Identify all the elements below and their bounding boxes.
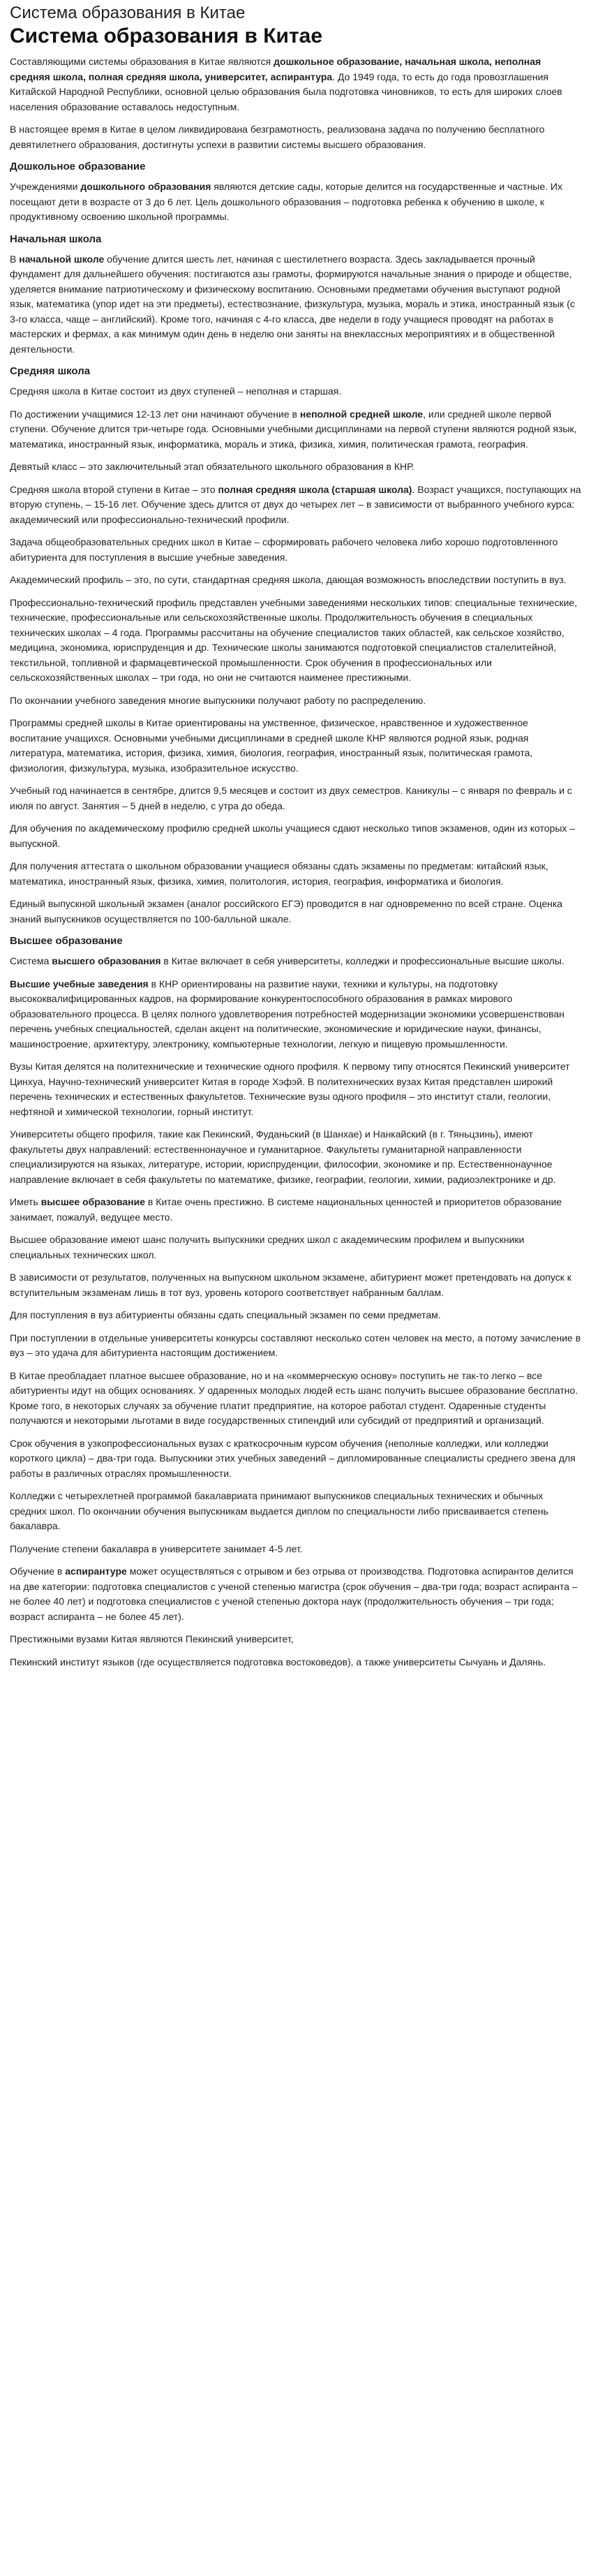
paragraph [10,1308,581,1323]
paragraph [10,977,581,1052]
text-run: Академический профиль – это, по сути, стандартная средняя школа, дающая возможность впоследствии поступить в вуз. [10,574,567,585]
text-run: Престижными вузами Китая являются Пекинский университет, [10,1633,294,1644]
paragraph [10,1331,581,1361]
bold-text: аспирантуре [65,1566,127,1577]
text-run: Составляющими системы образования в Китае являются [10,56,274,67]
text-run: Профессионально-технический профиль представлен учебными заведениями нескольких типов: специальные технические, технические, профессиональные или сельскохозяйственные школы. Продолжительность обучения в специальных технических школах – 4 года. Программы рассчитаны на обучение специалистов таких областей, как сельское хозяйство, медицина, экономика, юриспруденция и др. Технические школы занимаются подготовкой специалистов сталелитейной, текстильной, топливной и фармацевтической промышленности. Срок обучения в профессиональных или сельскохозяйственных школах – три года, но они не считаются наименее престижными. [10,596,578,683]
text-run: Девятый класс – это заключительный этап обязательного школьного образования в КНР. [10,461,414,472]
paragraph [10,122,581,152]
text-run: В настоящее время в Китае в целом ликвидирована безграмотность, реализована задача по получению бесплатного девятилетнего образования, достигнуты успехи в развитии системы высшего образования. [10,124,545,150]
text-run: Вузы Китая делятся на политехнические и технические одного профиля. К первому типу относятся Пекинский университет Цинхуа, Научно-технический университет Китая в городе Хэфэй. В политехнических вузах Китая представлен широкий перечень технических и естественных факультетов. Технические вузы одного профиля – это институт стали, геологии, нефтяной и химической технологии, горный институт. [10,1061,570,1117]
paragraph [10,1270,581,1300]
text-run: Средняя школа [10,365,91,377]
text-run: . Возраст учащихся, поступающих на вторую ступень, – 15-16 лет. Обучение здесь длится от двух до четырех лет – в зависимости от выбранного учебного курса: академический или профессионально-технический профили. [10,483,581,525]
text-run: Начальная школа [10,233,102,245]
text-run: Высшее образование [10,935,123,947]
text-run: При поступлении в отдельные университеты конкурсы составляют несколько сотен человек на место, а потому зачисление в вуз – это удача для абитуриента настоящим достижением. [10,1332,581,1358]
paragraph [10,483,581,528]
paragraph [10,1232,581,1263]
text-run: Единый выпускной школьный экзамен (аналог российского ЕГЭ) проводится в наг одновременно по всей стране. Оценка знаний выпускников осуществляется по 100-балльной шкале. [10,898,563,925]
text-run: Высшее образование имеют шанс получить выпускники средних школ с академическим профилем и выпускники специальных технических школ. [10,1234,525,1260]
bold-text: дошкольного образования [80,181,211,192]
paragraph [10,1542,581,1557]
paragraph [10,459,581,475]
paragraph [10,1632,581,1647]
paragraph [10,1655,581,1670]
text-run: Учреждениями [10,181,81,192]
paragraph [10,1059,581,1119]
article-heading: Система образования в Китае [10,24,323,47]
bold-text: полная средняя школа (старшая школа) [218,483,412,495]
text-run: Дошкольное образование [10,161,146,172]
text-run: Пекинский институт языков (где осуществляется подготовка востоковедов), а также университеты Сычуань и Далянь. [10,1656,546,1668]
text-run: Средняя школа в Китае состоит из двух ступеней – неполная и старшая. [10,385,342,397]
section-heading [10,160,581,174]
paragraph [10,1195,581,1225]
text-run: обучение длится шесть лет, начиная с шестилетнего возраста. Здесь закладывается прочный фундамент для дальнейшего обучения: постигаются азы грамоты, формируются начальные знания о природе и обществе, уделяется внимание патриотическому и физическому воспитанию. Основными предметами обучения выступают родной язык, математика (упор идет на эти предметы), естествознание, физкультура, музыка, мораль и этика, иностранный язык (с 3-го класса, чаще – английский). Кроме того, начиная с 4-го класса, две недели в году учащиеся проводят на работах в мастерских и фермах, а как минимум один день в неделю они заняты на внеклассных мероприятиях и в общественной деятельности. [10,253,575,355]
paragraph [10,596,581,686]
bold-text: высшее образование [40,1196,146,1207]
paragraph [10,859,581,889]
paragraph [10,573,581,588]
text-run: в КНР ориентированы на развитие науки, техники и культуры, на подготовку высококвалифицированных кадров, на формирование конкурентоспособного образования в рамках мирового образовательного процесса. В целях полного удовлетворения потребностей модернизации экономики усовершенствован перечень учебных специальностей, сделан акцент на политические, экономические и юридические науки, финансы, машиностроение, архитектуру, электронику, компьютерные технологии, легкую и пищевую промышленности. [10,978,564,1050]
text-run: В [10,253,20,265]
paragraph [10,407,581,452]
text-run: Для поступления в вуз абитуриенты обязаны сдать специальный экзамен по семи предметам. [10,1309,441,1320]
text-run: В зависимости от результатов, полученных на выпускном школьном экзамене, абитуриент может претендовать на допуск к вступительным экзаменам лишь в тот вуз, уровень которого соответствует набранным баллам. [10,1272,571,1298]
paragraph [10,179,581,225]
paragraph [10,716,581,776]
text-run: Средняя школа второй ступени в Китае – это [10,483,218,495]
text-run: . До 1949 года, то есть до года провозглашения Китайской Народной Республики, основной целью образования была подготовка чиновников, то есть для широких слоев населения образование оставалось недоступным. [10,71,562,112]
bold-text: неполной средней школе [299,408,424,420]
text-run: Для получения аттестата о школьном образовании учащиеся обязаны сдать экзамены по предметам: китайский язык, математика, иностранный язык, физика, химия, политология, история, география, информатика и биология. [10,860,548,887]
text-run: Учебный год начинается в сентябре, длится 9,5 месяцев и состоит из двух семестров. Каникулы – с января по февраль и с июля по август. Занятия – 5 дней в неделю, с утра до обеда. [10,785,572,811]
paragraph [10,1127,581,1187]
paragraph [10,252,581,358]
paragraph [10,897,581,927]
paragraph [10,1489,581,1534]
section-heading [10,365,581,378]
text-run: Получение степени бакалавра в университете занимает 4-5 лет. [10,1543,303,1554]
text-run: В Китае преобладает платное высшее образование, но и на «коммерческую основу» поступить не так-то легко – все абитуриенты идут на общих основаниях. У одаренных молодых людей есть шанс получить высшее образование бесплатно. Кроме того, в некоторых случаях за обучение платит предприятие, на которое работал студент. Одаренные студенты получаются и некоторыми льготами в виде государственных стипендий или субсидий от предприятий и организаций. [10,1369,578,1426]
paragraph [10,384,581,399]
page-title: Система образования в Китае [10,3,246,22]
paragraph [10,54,581,115]
text-run: Для обучения по академическому профилю средней школы учащиеся сдают несколько типов экзаменов, один из которых – выпускной. [10,823,576,849]
bold-text: Высшие учебные заведения [10,978,149,989]
text-run: Университеты общего профиля, такие как Пекинский, Фуданьский (в Шанхае) и Нанкайский (в г. Тяньцзинь), имеют факультеты двух направлений: естественнонаучное и гуманитарное. Факультеты гуманитарной направленности специализируются на языках, литературе, истории, юриспруденции, философии, экономике и пр. Естественнонаучное направление включает в себя факультеты по математике, физике, географии, геологии, химии, радиоэлектронике и др. [10,1128,556,1185]
section-heading [10,934,581,948]
paragraph [10,693,581,709]
bold-text: дошкольное образование, начальная школа, неполная средняя школа, полная средняя школа, университет, аспирантура [10,56,541,82]
paragraph [10,954,581,969]
text-run: Программы средней школы в Китае ориентированы на умственное, физическое, нравственное и художественное воспитание учащихся. Основными учебными дисциплинами в средней школе КНР являются родной язык, родная литература, математика, история, физика, химия, биология, география, иностранный язык, политическая грамота, физиология, физкультура, музыка, изобразительное искусство. [10,717,533,774]
section-heading [10,233,581,246]
paragraph [10,1436,581,1482]
paragraph [10,1369,581,1429]
text-run: являются детские сады, которые делится на государственные и частные. Их посещают дети в возрасте от 3 до 6 лет. Цель дошкольного образования – подготовка ребенка к обучению в школе, к продуктивному освоению школьной программы. [10,181,562,222]
text-run: Срок обучения в узкопрофессиональных вузах с краткосрочным курсом обучения (неполные колледжи, или колледжи короткого цикла) – два-три года. Выпускники этих учебных заведений – дипломированные специалисты среднего звена для работы в различных отраслях промышленности. [10,1437,576,1479]
text-run: Задача общеобразовательных средних школ в Китае – сформировать рабочего человека либо хорошо подготовленного абитуриента для поступления в высшие учебные заведения. [10,536,558,563]
paragraph [10,821,581,851]
text-run: может осуществляться с отрывом и без отрыва от производства. Подготовка аспирантов делится на две категории: подготовка специалистов с ученой степенью магистра (срок обучения – два-три года; возраст аспиранта – не более 40 лет) и подготовка специалистов с ученой степенью доктора наук (продолжительность обучения – три года; возраст аспиранта – не более 45 лет). [10,1566,578,1622]
text-run: в Китае очень престижно. В системе национальных ценностей и приоритетов образование занимает, пожалуй, ведущее место. [10,1196,562,1223]
bold-text: начальной школе [19,253,105,265]
paragraph [10,783,581,814]
text-run: По окончании учебного заведения многие выпускники получают работу по распределению. [10,694,426,706]
text-run: , или средней школе первой ступени. Обучение длится три-четыре года. Основными учебными дисциплинами на первой ступени являются родной язык, математика, иностранный язык, информатика, мораль и этика, физика, химия, политическая грамота, география. [10,408,577,450]
article-body [10,54,581,1670]
paragraph [10,1564,581,1624]
text-run: Обучение в [10,1566,66,1577]
text-run: в Китае включает в себя университеты, колледжи и профессиональные высшие школы. [160,955,564,966]
text-run: Колледжи с четырехлетней программой бакалавриата принимают выпускников специальных технических и обычных средних школ. По окончании обучения выпускникам выдается диплом по специальности либо присваивается степень бакалавра. [10,1490,548,1531]
bold-text: высшего образования [52,955,161,966]
text-run: Система [10,955,52,966]
paragraph [10,535,581,565]
text-run: Иметь [10,1196,41,1207]
text-run: По достижении учащимися 12-13 лет они начинают обучение в [10,408,300,420]
